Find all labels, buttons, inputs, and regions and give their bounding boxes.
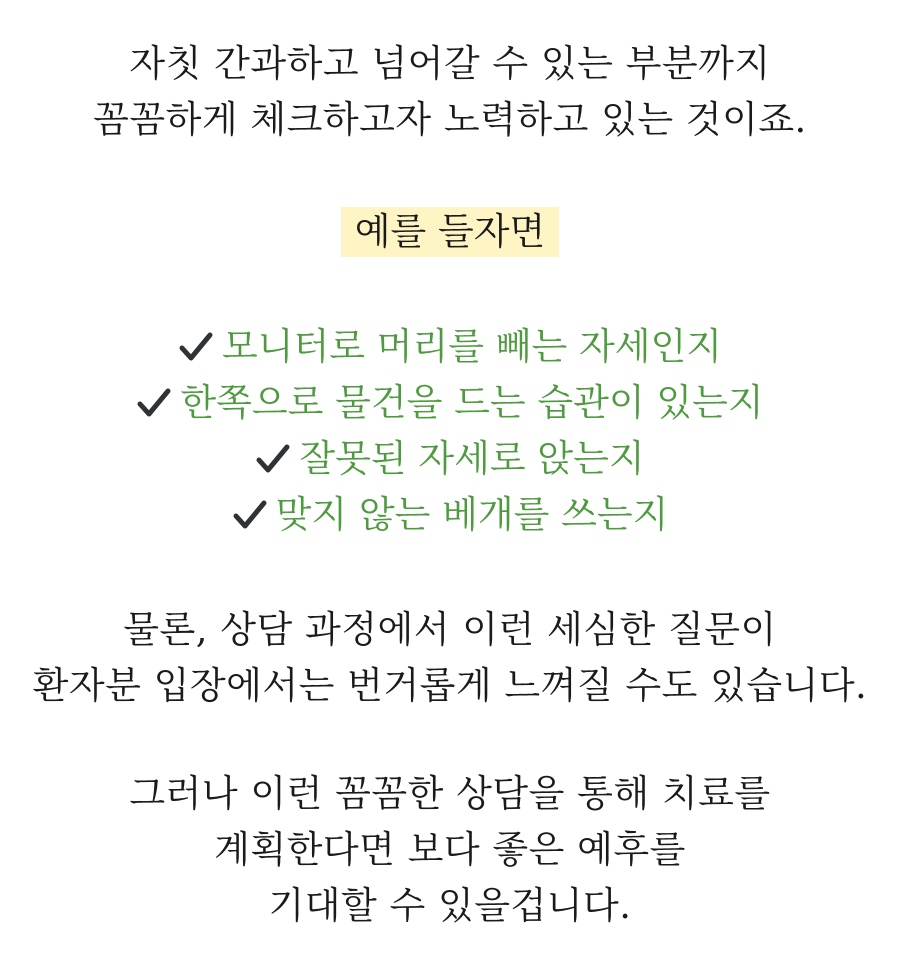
checklist-item-text: 모니터로 머리를 빼는 자세인지 (222, 325, 722, 368)
checklist-item-text: 한쪽으로 물건을 드는 습관이 있는지 (180, 381, 764, 424)
check-icon (255, 441, 291, 477)
paragraph3-line-2: 계획한다면 보다 좋은 예후를 (214, 828, 686, 871)
checklist-item (0, 493, 900, 537)
paragraph2-line-1: 물론, 상담 과정에서 이런 세심한 질문이 (123, 608, 777, 651)
paragraph3-line-3: 기대할 수 있을겁니다. (268, 884, 632, 927)
checklist-item (0, 325, 900, 369)
checklist-item (0, 381, 900, 425)
paragraph2-line-2: 환자분 입장에서는 번거롭게 느껴질 수도 있습니다. (32, 664, 868, 707)
highlight-heading-wrap (0, 207, 900, 257)
highlight-heading: 예를 들자면 (341, 207, 559, 257)
intro-line-1: 자칫 간과하고 넘어갈 수 있는 부분까지 (129, 42, 771, 85)
paragraph3-line-1: 그러나 이런 꼼꼼한 상담을 통해 치료를 (129, 772, 771, 815)
checklist-item-text: 맞지 않는 베개를 쓰는지 (275, 493, 669, 536)
check-icon (136, 385, 172, 421)
check-icon (178, 329, 214, 365)
intro-line-2: 꼼꼼하게 체크하고자 노력하고 있는 것이죠. (93, 98, 807, 141)
check-icon (232, 497, 268, 533)
checklist-item-text: 잘못된 자세로 앉는지 (299, 437, 645, 480)
checklist-item (0, 437, 900, 481)
